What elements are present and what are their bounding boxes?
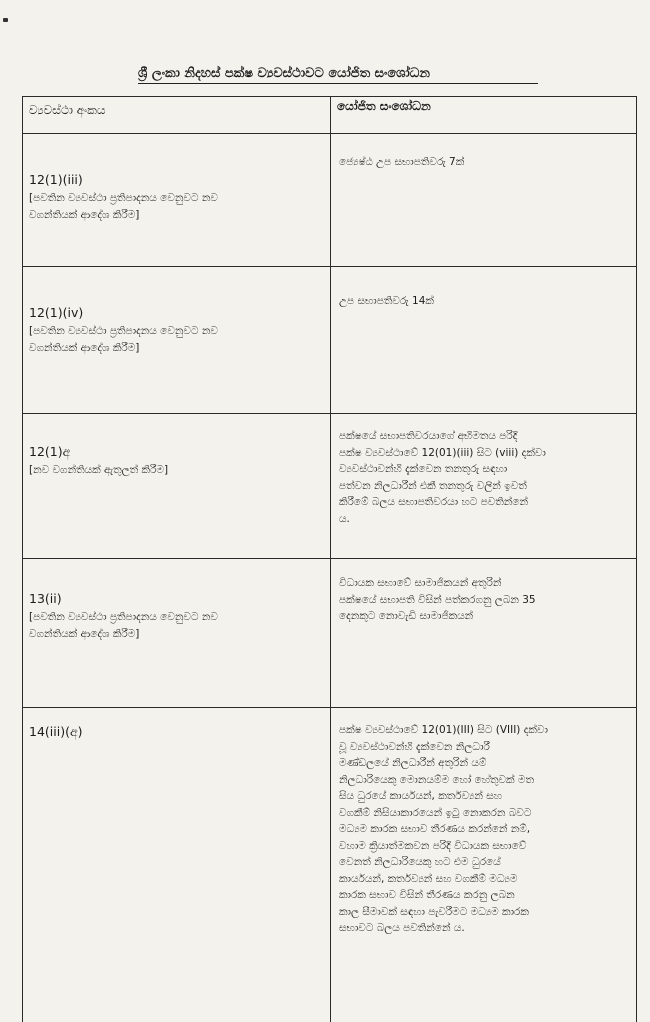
amendment-line: දෙනකුට නොවැඩි සාමාජිකයන් (339, 608, 628, 625)
amendment-line: පත්වන නිලධාරීන් එකී තනතුරු වලින් ඉවත් (339, 478, 628, 495)
table-header-row (23, 97, 637, 134)
article-number: 12(1)අ (23, 428, 330, 462)
amendment-line: මණ්ඩලයේ නිලධාරීන් අතුරින් යම් (339, 755, 628, 772)
table-row (23, 267, 637, 414)
amendment-line: කිරීමේ බලය සභාපතිවරයා හට පවතින්නේ (339, 494, 628, 511)
description-line: [පවතින ව්‍යවස්ථා ප්‍රතිපාදනය වෙනුවට නව (29, 190, 324, 207)
amendment-cell (331, 134, 637, 267)
amendment-line: කාර්යයන්, කර්තව්‍යන් සහ වගකීම් මධ්‍යම (339, 871, 628, 888)
amendments-table-wrapper (22, 96, 636, 856)
description-line: [නව වගන්තියක් ඇතුලත් කිරීම] (29, 462, 324, 479)
table-row (23, 708, 637, 1022)
amendment-line: වහාම ක්‍රියාත්මකවන පරිදි විධායක සභාවේ (339, 838, 628, 855)
amendment-line: පක්ෂ ව්‍යවස්ථාවේ 12(01)(iii) සිට (viii) දක්වා (339, 445, 628, 462)
article-number: 12(1)(iii) (23, 170, 330, 190)
amendment-cell (331, 559, 637, 708)
amendment-line: වූ ව්‍යවස්ථාවන්හි දැක්වෙන නිලධාරී (339, 739, 628, 756)
amendment-cell (331, 267, 637, 414)
amendment-line: සිය ධුරයේ කාර්යයන්, කර්තව්‍යන් සහ (339, 788, 628, 805)
article-number: 12(1)(iv) (23, 303, 330, 323)
article-number: 13(ii) (23, 589, 330, 609)
amendment-line: කාරක සභාව විසින් තීරණය කරනු ලබන (339, 887, 628, 904)
amendment-line: පක්ෂ ව්‍යවස්ථාවේ 12(01)(III) සිට (VIII) දක්වා (339, 722, 628, 739)
amendment-line: පක්ෂයේ සභාපති විසින් පත්කරගනු ලබන 35 (339, 592, 628, 609)
header-article-number: ව්‍යවස්ථා අංකය (23, 97, 331, 134)
amendment-line: නිලධාරියෙකු මොනයම්ම හෝ හේතුවක් මත (339, 772, 628, 789)
article-description (23, 190, 330, 224)
description-line: [පවතින ව්‍යවස්ථා ප්‍රතිපාදනය වෙනුවට නව (29, 609, 324, 626)
header-proposed-amendments: යෝජිත සංශෝධන (331, 97, 637, 134)
amendment-line: විධායක සභාවේ සාමාජිකයන් අතුරින් (339, 575, 628, 592)
amendment-text (331, 428, 636, 527)
article-description (23, 323, 330, 357)
amendment-line: වෙනත් නිලධාරියෙකු හට එම ධුරයේ (339, 854, 628, 871)
amendment-line: මධ්‍යම කාරක සභාව තීරණය කරන්නේ නම්, (339, 821, 628, 838)
article-description (23, 609, 330, 643)
amendment-text (331, 293, 636, 310)
amendment-line: පක්ෂයේ සභාපතිවරයාගේ අභිමතය පරිදි (339, 428, 628, 445)
amendment-text (331, 575, 636, 625)
article-description (23, 462, 330, 479)
description-line: වගන්තියක් ආදේශ කිරීම] (29, 207, 324, 224)
table-row (23, 559, 637, 708)
amendment-cell (331, 708, 637, 1022)
description-line: [පවතින ව්‍යවස්ථා ප්‍රතිපාදනය වෙනුවට නව (29, 323, 324, 340)
amendment-line: ජ්‍යෙෂ්ඨ උප සභාපතිවරු 7ක් (339, 154, 628, 171)
amendment-text (331, 722, 636, 937)
description-line: වගන්තියක් ආදේශ කිරීම] (29, 340, 324, 357)
table-row (23, 414, 637, 559)
amendment-line: කාල සීමාවක් සඳහා පැවරීමට මධ්‍යම කාරක (339, 904, 628, 921)
margin-mark (3, 18, 8, 22)
amendment-line: වගකීම් නිසියාකාරයෙන් ඉටු නොකරන බවට (339, 805, 628, 822)
amendment-line: ව්‍යවස්ථාවන්හි දැක්වෙන තනතුරු සඳහා (339, 461, 628, 478)
table-row (23, 134, 637, 267)
document-title: ශ්‍රී ලංකා නිදහස් පක්ෂ ව්‍යවස්ථාවට යෝජිත සංශෝධන (138, 66, 538, 84)
amendment-line: උප සභාපතිවරු 14ක් (339, 293, 628, 310)
amendment-line: ය. (339, 511, 628, 528)
article-cell (23, 559, 331, 708)
amendment-cell (331, 414, 637, 559)
article-number: 14(iii)(අ) (23, 722, 330, 742)
article-cell (23, 414, 331, 559)
article-cell (23, 134, 331, 267)
amendment-text (331, 154, 636, 171)
amendments-table (22, 96, 637, 1022)
amendment-line: සභාවට බලය පවතින්නේ ය. (339, 920, 628, 937)
description-line: වගන්තියක් ආදේශ කිරීම] (29, 626, 324, 643)
article-cell (23, 708, 331, 1022)
article-cell (23, 267, 331, 414)
